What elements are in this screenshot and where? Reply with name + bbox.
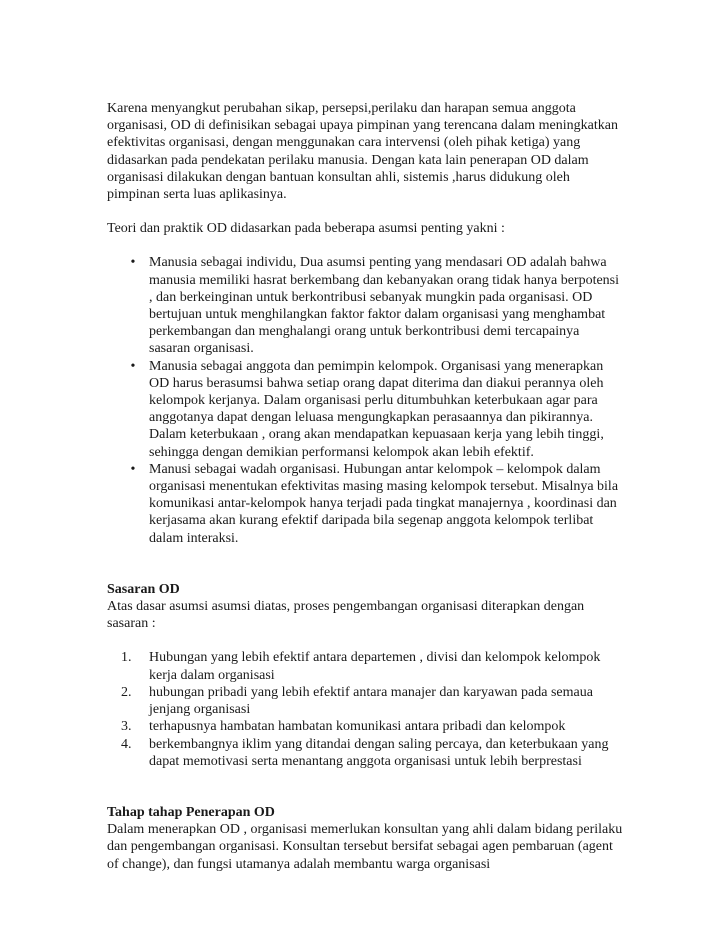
list-number: 4.: [121, 736, 132, 752]
list-item-text: hubungan pribadi yang lebih efektif antara manajer dan karyawan pada semaua jenjang organisasi: [149, 684, 593, 718]
section-heading-tahap: Tahap tahap Penerapan OD: [107, 804, 275, 820]
sasaran-list: [107, 649, 623, 769]
list-item-text: berkembangnya iklim yang ditandai dengan saling percaya, dan keterbukaan yang dapat memotivasi serta menantang anggota organisasi untuk lebih berprestasi: [149, 736, 609, 769]
section-heading-sasaran: Sasaran OD: [107, 581, 180, 597]
document-page: [107, 100, 623, 873]
spacer: [107, 547, 623, 581]
list-item-text: Manusia sebagai individu, Dua asumsi penting yang mendasari OD adalah bahwa manusia memiliki hasrat berkembang dan kebanyakan orang tidak hanya berpotensi , dan berkeinginan untuk berkontribusi sebanyak mungkin pada organisasi. OD bertujuan untuk menghilangkan faktor faktor dalam organisasi yang menghambat perkembangan dan menghalangi orang untuk berkontribusi demi tercapainya sasaran organisasi.: [149, 255, 620, 357]
list-number: 2.: [121, 684, 132, 700]
list-item: [107, 254, 623, 357]
list-item: [107, 461, 623, 547]
spacer: [107, 632, 623, 649]
bullet-icon: •: [130, 255, 136, 271]
list-item: [107, 736, 623, 770]
list-item: [107, 358, 623, 461]
spacer: [107, 237, 623, 254]
assumptions-intro: Teori dan praktik OD didasarkan pada beberapa asumsi penting yakni :: [107, 221, 505, 237]
spacer: [107, 203, 623, 220]
list-item-text: Manusia sebagai anggota dan pemimpin kelompok. Organisasi yang menerapkan OD harus berasumsi bahwa setiap orang dapat diterima dan diakui perannya oleh kelompok kerjanya. Dalam organisasi perlu ditumbuhkan keterbukaan agar para anggotanya dapat dengan leluasa mengungkapkan perasaannya dan pikirannya. Dalam keterbukaan , orang akan mendapatkan kepuasaan kerja yang lebih tinggi, sehingga dengan demikian performansi kelompok akan lebih efektif.: [149, 358, 604, 460]
bullet-icon: •: [130, 358, 136, 374]
tahap-paragraph: Dalam menerapkan OD , organisasi memerlukan konsultan yang ahli dalam bidang perilaku dan pengembangan organisasi. Konsultan tersebut bersifat sebagai agen pembaruan (agent of change), dan fungsi utamanya adalah membantu warga organisasi: [107, 822, 623, 872]
intro-paragraph: Karena menyangkut perubahan sikap, persepsi,perilaku dan harapan semua anggota organisasi, OD di definisikan sebagai upaya pimpinan yang terencana dalam meningkatkan efektivitas organisasi, dengan menggunakan cara intervensi (oleh pihak ketiga) yang didasarkan pada pendekatan perilaku manusia. Dengan kata lain penerapan OD dalam organisasi dilakukan dengan bantuan konsultan ahli, sistemis ,harus didukung oleh pimpinan serta luas aplikasinya.: [107, 101, 618, 203]
list-number: 1.: [121, 650, 132, 666]
list-item-text: Hubungan yang lebih efektif antara departemen , divisi dan kelompok kelompok kerja dalam organisasi: [149, 650, 601, 683]
assumptions-list: [107, 254, 623, 546]
sasaran-intro: Atas dasar asumsi asumsi diatas, proses pengembangan organisasi diterapkan dengan sasaran :: [107, 599, 585, 632]
list-item-text: Manusi sebagai wadah organisasi. Hubungan antar kelompok – kelompok dalam organisasi menentukan efektivitas masing masing kelompok tersebut. Misalnya bila komunikasi antar-kelompok hanya terjadi pada tingkat manajernya , koordinasi dan kerjasama akan kurang efektif daripada bila segenap anggota kelompok terlibat dalam interaksi.: [149, 461, 619, 546]
spacer: [107, 770, 623, 804]
list-item: [107, 649, 623, 683]
list-item-text: terhapusnya hambatan hambatan komunikasi antara pribadi dan kelompok: [149, 719, 566, 735]
list-number: 3.: [121, 719, 132, 735]
list-item: [107, 684, 623, 718]
list-item: [107, 718, 623, 735]
bullet-icon: •: [130, 461, 136, 477]
